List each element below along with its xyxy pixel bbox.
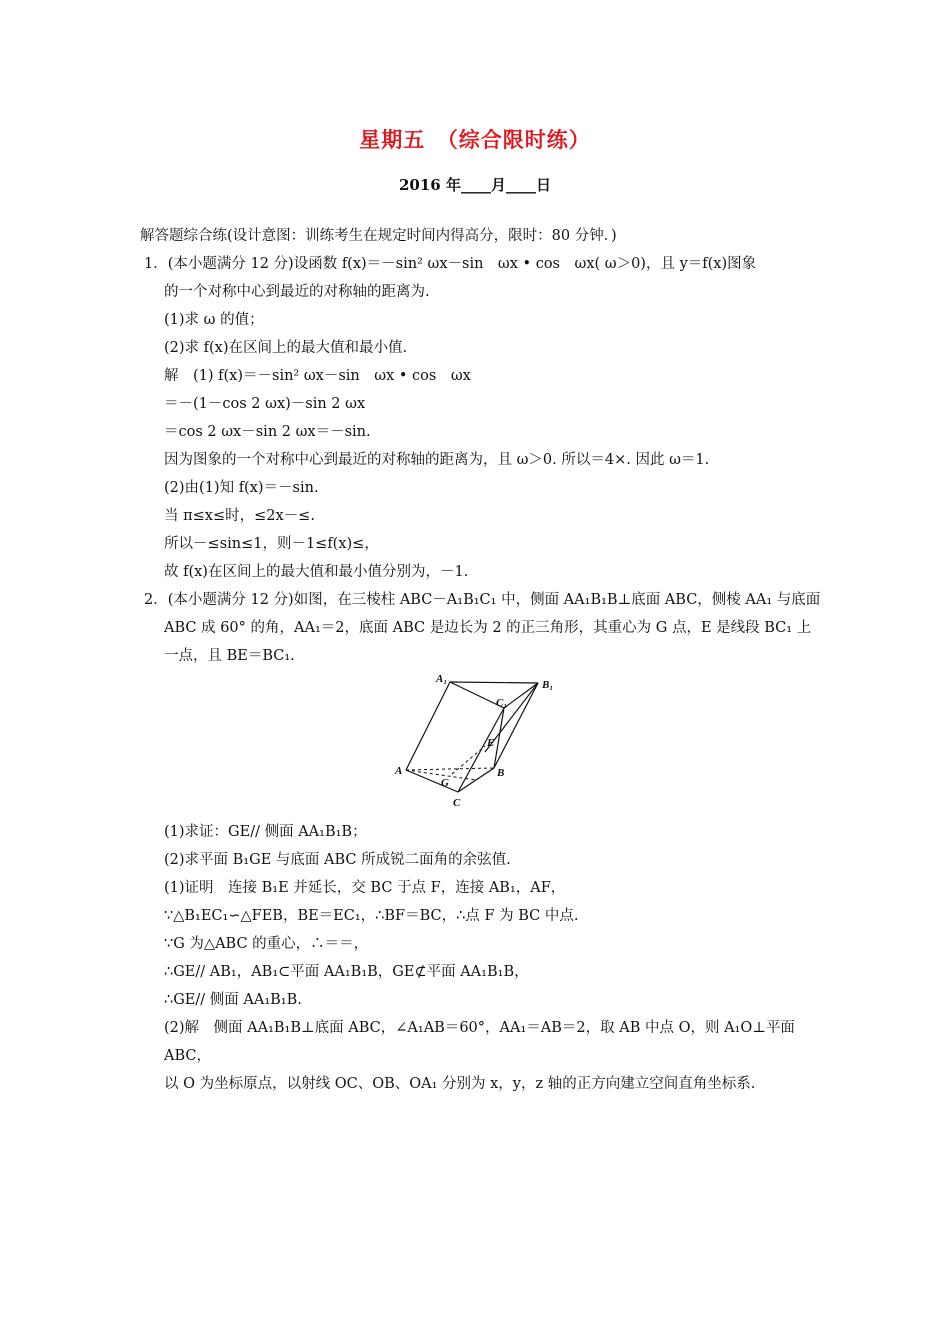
problem1-solution-line4: 因为图象的一个对称中心到最近的对称轴的距离为，且 ω＞0. 所以＝4×. 因此 ω＝1. xyxy=(164,452,710,468)
label-g: G xyxy=(441,777,449,789)
label-e: E xyxy=(487,737,495,749)
problem2-question-line2: ABC 成 60° 的角，AA₁＝2，底面 ABC 是边长为 2 的正三角形，其重心为 G 点，E 是线段 BC₁ 上 xyxy=(164,620,812,636)
problem2-question-line1: 2．(本小题满分 12 分)如图，在三棱柱 ABC－A₁B₁C₁ 中，侧面 AA₁B₁B⊥底面 ABC，侧棱 AA₁ 与底面 xyxy=(144,592,821,608)
problem1-solution-line5: (2)由(1)知 f(x)＝－sin. xyxy=(164,480,319,496)
problem2-question-line3: 一点，且 BE＝BC₁. xyxy=(164,648,295,664)
problem2-part1: (1)求证：GE// 侧面 AA₁B₁B； xyxy=(164,824,367,840)
problem2-solution-line5: ∴GE// 侧面 AA₁B₁B. xyxy=(164,992,302,1008)
label-a1: A₁ xyxy=(436,673,448,685)
problem1-solution-line6: 当 π≤x≤时，≤2x－≤. xyxy=(164,508,315,524)
problem1-solution-line2: ＝－(1－cos 2 ωx)－sin 2 ωx xyxy=(164,396,366,412)
problem1-question-line2: 的一个对称中心到最近的对称轴的距离为. xyxy=(164,284,430,300)
problem2-solution-line7: ABC， xyxy=(164,1048,211,1064)
problem1-solution-line1: 解 (1) f(x)＝－sin² ωx－sin ωx • cos ωx xyxy=(164,368,471,384)
date-line: 2016 年____月____日 xyxy=(399,176,551,194)
problem1-part1: (1)求 ω 的值； xyxy=(164,312,264,328)
edge-a-b-hidden xyxy=(406,768,494,770)
label-c: C xyxy=(453,797,461,809)
intro-text: 解答题综合练(设计意图：训练考生在规定时间内得高分，限时：80 分钟．) xyxy=(140,228,617,244)
problem1-solution-line3: ＝cos 2 ωx－sin 2 ωx＝－sin. xyxy=(164,424,371,440)
problem2-part2: (2)求平面 B₁GE 与底面 ABC 所成锐二面角的余弦值. xyxy=(164,852,511,868)
problem1-part2: (2)求 f(x)在区间上的最大值和最小值. xyxy=(164,340,408,356)
problem2-solution-line8: 以 O 为坐标原点，以射线 OC、OB、OA₁ 分别为 x，y，z 轴的正方向建立空间直角坐标系. xyxy=(164,1076,756,1092)
label-b: B xyxy=(497,767,505,779)
edge-c-b xyxy=(458,768,494,792)
edge-a-a1 xyxy=(406,682,450,770)
problem2-solution-line6: (2)解 侧面 AA₁B₁B⊥底面 ABC，∠A₁AB＝60°，AA₁＝AB＝2，取 AB 中点 O，则 A₁O⊥平面 xyxy=(164,1020,795,1036)
problem2-solution-line1: (1)证明 连接 B₁E 并延长，交 BC 于点 F，连接 AB₁，AF， xyxy=(164,880,566,896)
edge-a1-b1 xyxy=(450,682,538,683)
label-b1: B₁ xyxy=(542,679,554,691)
problem2-solution-line2: ∵△B₁EC₁∽△FEB，BE＝EC₁，∴BF＝BC，∴点 F 为 BC 中点. xyxy=(164,908,579,924)
problem1-solution-line8: 故 f(x)在区间上的最大值和最小值分别为，－1. xyxy=(164,564,469,580)
segment-g-e-hidden xyxy=(452,746,485,774)
problem1-solution-line7: 所以－≤sin≤1，则－1≤f(x)≤， xyxy=(164,536,379,552)
label-a: A xyxy=(395,765,403,777)
problem1-question-line1: 1．(本小题满分 12 分)设函数 f(x)＝－sin² ωx－sin ωx • cos ωx( ω＞0)，且 y＝f(x)图象 xyxy=(144,256,757,272)
page-title: 星期五 （综合限时练） xyxy=(359,127,591,152)
problem2-solution-line3: ∵G 为△ABC 的重心，∴＝＝， xyxy=(164,936,369,952)
problem2-solution-line4: ∴GE// AB₁，AB₁⊂平面 AA₁B₁B，GE⊄平面 AA₁B₁B， xyxy=(164,964,529,980)
label-c1: C₁ xyxy=(496,697,508,709)
prism-figure xyxy=(390,670,570,815)
